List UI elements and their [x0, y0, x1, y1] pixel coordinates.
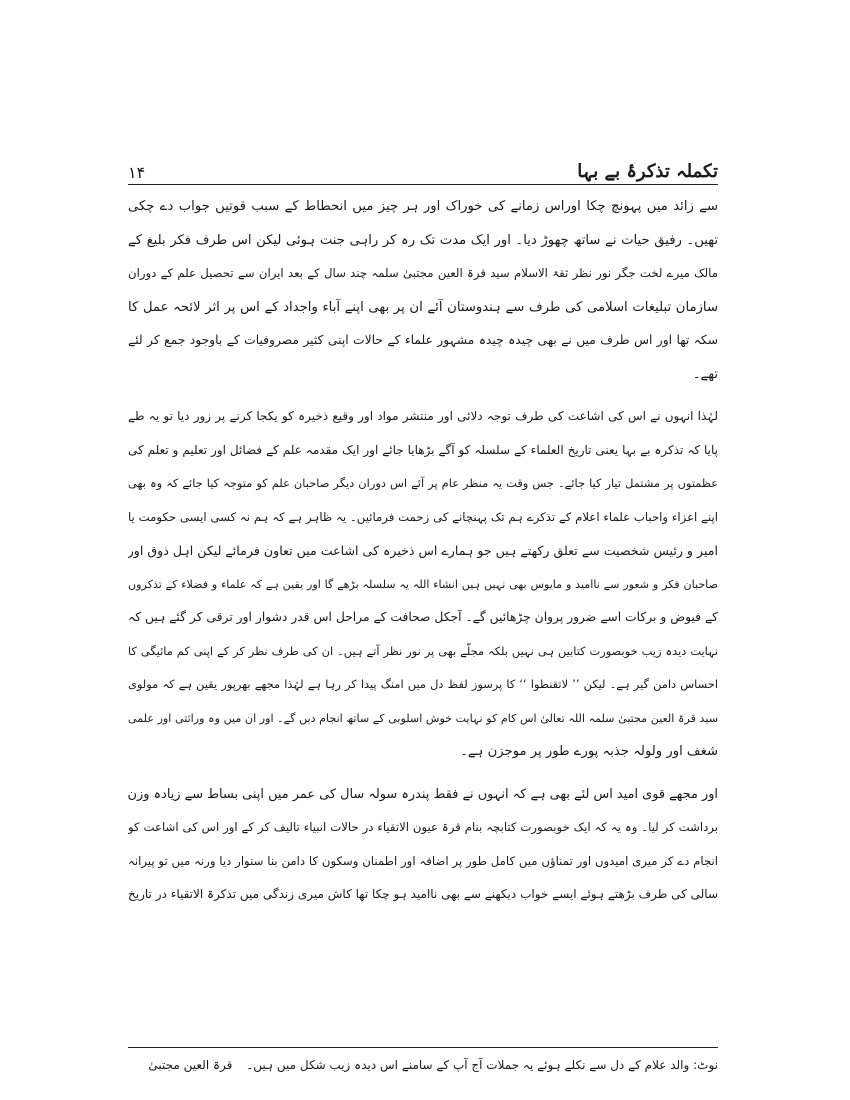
text-line: برداشت کر لیا۔ وہ یہ کہ ایک خوبصورت کتابچہ بنام قرۃ عیون الاتقیاء در حالات انبیاء تالیف کر کے اور اس کی اشاعت کو — [128, 820, 718, 834]
paragraph-1 — [128, 190, 718, 391]
text-line: انجام دے کر میری امیدوں اور تمناؤں میں کامل طور پر اضافہ اور اطمنان وسکون کا دامن بنا سنوار دیا ورنہ میں تو پیرانہ — [128, 853, 718, 868]
body-text — [128, 190, 718, 912]
text-line: تھے۔ — [692, 366, 718, 382]
text-line: اور مجھے قوی امید اس لئے بھی ہے کہ انہوں نے فقط پندرہ سولہ سال کی عمر میں اپنی بساط سے زیادہ وزن — [128, 786, 718, 802]
text-line: پایا کہ تذکرہ بے بہا یعنی تاریخ العلماء کے سلسلہ کو آگے بڑھایا جائے اور ایک مقدمہ علم کے فضائل اور تعلیم و تعلم کی — [128, 442, 718, 457]
text-line: لہٰذا انہوں نے اس کی اشاعت کی طرف توجہ دلائی اور منتشر مواد اور وقیع ذخیرہ کو یکجا کرنے پر زور دیا تو یہ طے — [128, 409, 718, 423]
text-line: امیر و رئیس شخصیت سے تعلق رکھتے ہیں جو ہمارے اس ذخیرہ کی اشاعت میں تعاون فرمائے لیکن اہل ذوق اور — [128, 543, 718, 558]
running-title: تکملہ تذکرۂ بے بہا — [577, 161, 718, 182]
paragraph-3 — [128, 778, 718, 912]
text-line: نہایت دیدہ زیب خوبصورت کتابیں ہی نہیں بلکہ مجلّے بھی پر نور نظر آتے ہیں۔ ان کی طرف نظر کر کے اپنی کم مائیگی کا — [128, 643, 718, 658]
footnote-signature: قرۃ العین مجتبیٰ — [148, 1058, 233, 1072]
header-rule — [128, 184, 718, 185]
text-line: مالک میرے لخت جگر نور نظر ثقۃ الاسلام سید قرۃ العین مجتبیٰ سلمہ چند سال کے بعد ایران سے تحصیل علم کے دوران — [128, 266, 718, 280]
text-line: سکہ تھا اور اس طرف میں نے بھی چیدہ چیدہ مشہور علماء کے حالات اپنی کثیر مصروفیات کے باوجود جمع کر لئے — [128, 333, 718, 347]
text-line: سالی کی طرف بڑھتے ہوئے ایسے خواب دیکھنے سے بھی ناامید ہو چکا تھا کاش میری زندگی میں تذکرۃ الاتقیاء در تاریخ — [128, 887, 718, 901]
text-line: احساس دامن گیر ہے۔ لیکن ’’ لاتقنطوا ‘‘ کا پرسوز لفظ دل میں امنگ پیدا کر رہا ہے لہٰذا مجھے بھرپور یقین ہے کہ مولوی — [128, 677, 718, 691]
text-line: سازمان تبلیغات اسلامی کی طرف سے ہندوستان آئے ان پر بھی اپنے آباء واجداد کے اس پر اثر لائحہ عمل کا — [128, 299, 718, 315]
text-line: اپنے اعزاء واحباب علماء اعلام کے تذکرے ہم تک پہنچانے کی زحمت فرمائیں۔ یہ ظاہر ہے کہ ہم نہ کسی ایسی حکومت یا — [128, 509, 718, 524]
text-line: صاحبان فکر و شعور سے ناامید و مایوس بھی نہیں ہیں انشاء اللہ یہ سلسلہ بڑھے گا اور یقین ہے کہ علماء و فضلاء کے تذکروں — [128, 577, 718, 591]
text-line: کے فیوض و برکات اسے ضرور پروان چڑھائیں گے۔ آجکل صحافت کے مراحل اس قدر دشوار اور ترقی کر گئے ہیں کہ — [128, 610, 718, 624]
footnote-text: نوٹ: والد علام کے دل سے نکلے ہوئے یہ جملات آج آپ کے سامنے اس دیدہ زیب شکل میں ہیں۔ — [246, 1058, 718, 1072]
text-line: سے زائد میں پہونچ چکا اوراس زمانے کی خوراک اور ہر چیز میں انحطاط کے سبب قوتیں جواب دے چکی — [128, 199, 718, 214]
page-header — [128, 156, 718, 186]
text-line: تھیں۔ رفیق حیات نے ساتھ چھوڑ دیا۔ اور ایک مدت تک رہ کر راہی جنت ہوئی لیکن اس طرف فکر بلیغ کے — [128, 232, 718, 248]
paragraph-2 — [128, 400, 718, 769]
text-line: عظمتوں پر مشتمل تیار کیا جائے۔ جس وقت یہ منظر عام پر آئے اس دوران دیگر صاحبان علم کو متوجہ کیا جائے کہ وہ بھی — [128, 476, 718, 490]
text-line: شغف اور ولولہ جذبہ پورے طور پر موجزن ہے۔ — [460, 744, 718, 759]
footnote-rule — [128, 1047, 718, 1048]
text-line: سید قرۃ العین مجتبیٰ سلمہ اللہ تعالیٰ اس کام کو نہایت خوش اسلوبی کے ساتھ انجام دیں گے۔ اور ان میں وہ وراثتی اور علمی — [128, 711, 718, 725]
page-number: ۱۴ — [128, 163, 146, 182]
footnote — [128, 1052, 718, 1078]
